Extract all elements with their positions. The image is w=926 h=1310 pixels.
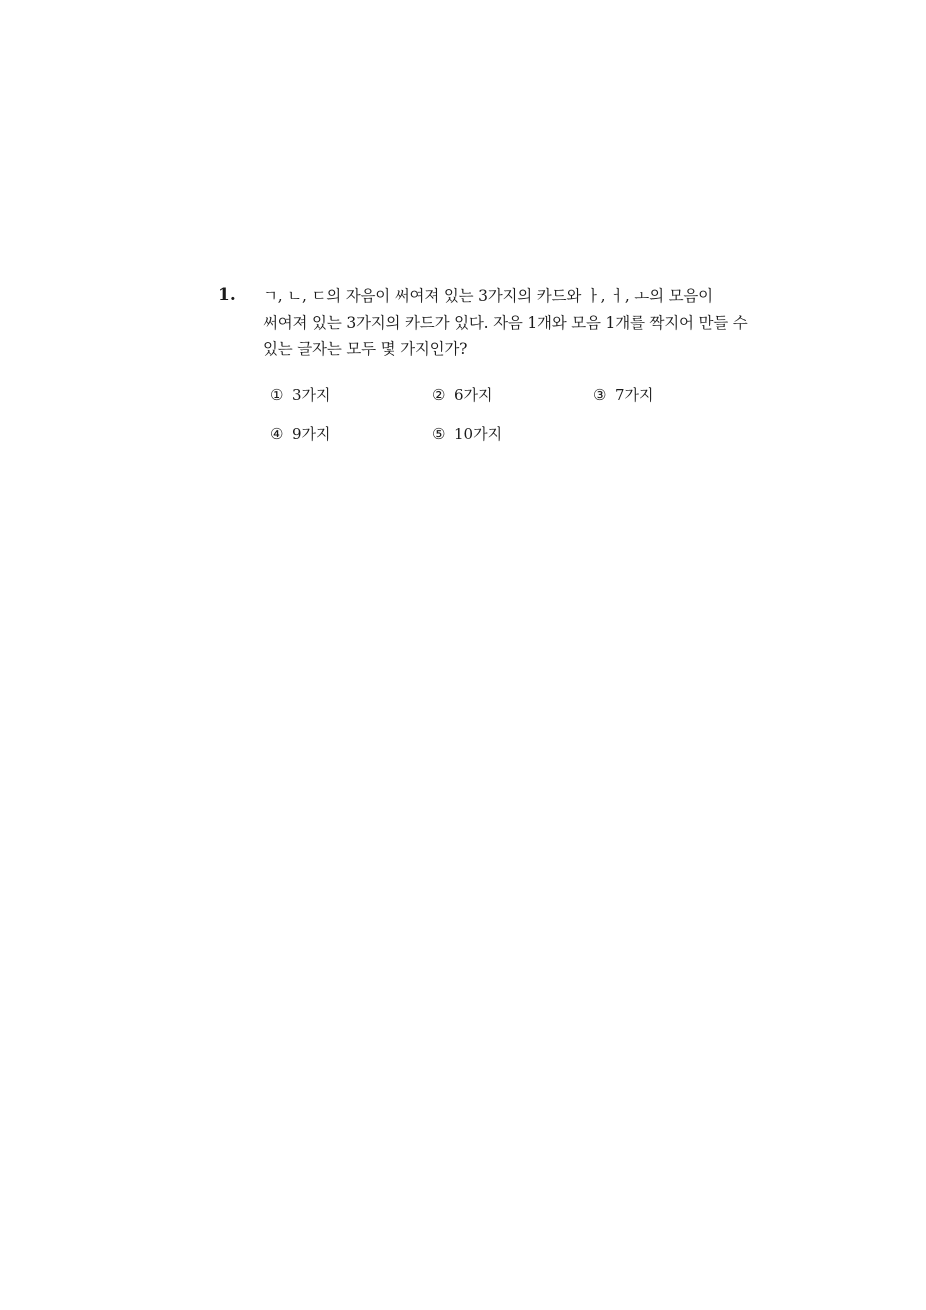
question-number: 1. (218, 285, 236, 305)
question-line: 써여져 있는 3가지의 카드가 있다. 자음 1개와 모음 1개를 짝지어 만들 수 (263, 313, 748, 332)
choice-4[interactable] (270, 423, 331, 445)
choice-marker: ② (432, 386, 446, 404)
choice-3[interactable] (593, 384, 654, 406)
question-line: ㄱ, ㄴ, ㄷ의 자음이 써여져 있는 3가지의 카드와 ㅏ, ㅓ, ㅗ의 모음이 (263, 287, 713, 305)
choice-5[interactable] (432, 423, 502, 445)
choice-marker: ④ (270, 425, 284, 443)
question-text (263, 283, 758, 363)
choice-label: 6가지 (454, 386, 493, 404)
choice-2[interactable] (432, 384, 493, 406)
choice-label: 3가지 (292, 386, 331, 404)
answer-choices (270, 384, 730, 454)
question-line: 있는 글자는 모두 몇 가지인가? (263, 340, 468, 358)
choice-label: 10가지 (454, 425, 503, 443)
choice-marker: ③ (593, 386, 607, 404)
choice-marker: ⑤ (432, 425, 446, 443)
choice-label: 7가지 (615, 386, 654, 404)
choice-1[interactable] (270, 384, 331, 406)
choice-label: 9가지 (292, 425, 331, 443)
choice-marker: ① (270, 386, 284, 404)
